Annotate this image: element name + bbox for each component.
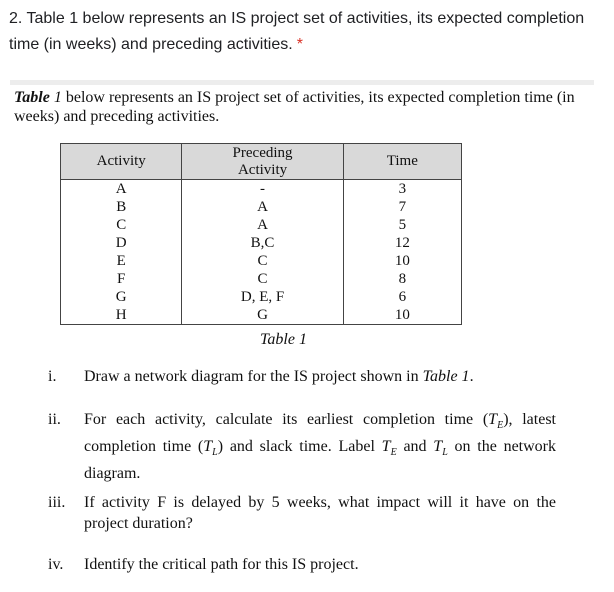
table-row xyxy=(61,180,462,199)
cell-preceding: A xyxy=(182,216,343,234)
activities-table xyxy=(60,143,462,325)
header-time: Time xyxy=(343,144,461,180)
table-row xyxy=(61,252,462,270)
question-image xyxy=(10,80,594,588)
cell-preceding: D, E, F xyxy=(182,288,343,306)
cell-preceding: C xyxy=(182,270,343,288)
item-text: For each activity, calculate its earliest completion time $(T_E)$, latest completion time $(T_L)$ and slack time. Label $T_E$ and $T_L$ on the network diagram. xyxy=(84,411,557,483)
question-item-3 xyxy=(10,492,594,536)
cell-activity: F xyxy=(61,270,182,288)
header-preceding xyxy=(182,144,343,180)
table-row xyxy=(61,216,462,234)
cell-activity: H xyxy=(61,306,182,325)
question-item-1 xyxy=(10,366,594,388)
cell-activity: G xyxy=(61,288,182,306)
cell-activity: C xyxy=(61,216,182,234)
cell-time: 8 xyxy=(343,270,461,288)
cell-time: 3 xyxy=(343,180,461,199)
cell-time: 12 xyxy=(343,234,461,252)
cell-time: 6 xyxy=(343,288,461,306)
header-preceding-label: Preceding Activity xyxy=(232,144,293,178)
table-row xyxy=(61,234,462,252)
image-top-border xyxy=(10,80,594,85)
cell-activity: A xyxy=(61,180,182,199)
item-number: iii. xyxy=(48,494,66,511)
cell-preceding: - xyxy=(182,180,343,199)
cell-time: 10 xyxy=(343,252,461,270)
cell-time: 7 xyxy=(343,198,461,216)
cell-time: 5 xyxy=(343,216,461,234)
table-row xyxy=(61,288,462,306)
cell-activity: B xyxy=(61,198,182,216)
cell-preceding: G xyxy=(182,306,343,325)
cell-activity: E xyxy=(61,252,182,270)
cell-activity: D xyxy=(61,234,182,252)
cell-preceding: C xyxy=(182,252,343,270)
cell-time: 10 xyxy=(343,306,461,325)
question-item-2 xyxy=(10,409,594,483)
item-number: iv. xyxy=(48,556,64,573)
question-text xyxy=(9,6,605,58)
table-row xyxy=(61,198,462,216)
intro-text: below represents an IS project set of activities, its expected completion time (in weeks) and preceding activities. xyxy=(14,89,575,125)
table-row xyxy=(61,270,462,288)
item-text: Identify the critical path for this IS project. xyxy=(84,556,359,573)
cell-preceding: B,C xyxy=(182,234,343,252)
question-item-4 xyxy=(10,554,594,576)
cell-preceding: A xyxy=(182,198,343,216)
item-number: i. xyxy=(48,368,57,385)
table-caption: Table 1 xyxy=(260,331,307,348)
question-label: 2. Table 1 below represents an IS project set of activities, its expected completion time (in weeks) and preceding activities. xyxy=(9,10,585,53)
table-row xyxy=(61,306,462,325)
item-text: Draw a network diagram for the IS project shown in Table 1. xyxy=(84,368,474,385)
header-activity: Activity xyxy=(61,144,182,180)
intro-label-number: 1 xyxy=(53,89,62,106)
item-text: If activity F is delayed by 5 weeks, what impact will it have on the project duration? xyxy=(84,494,556,532)
intro-paragraph xyxy=(14,88,584,126)
required-asterisk: * xyxy=(296,36,303,53)
item-number: ii. xyxy=(48,411,61,428)
intro-label: Table xyxy=(14,89,50,106)
